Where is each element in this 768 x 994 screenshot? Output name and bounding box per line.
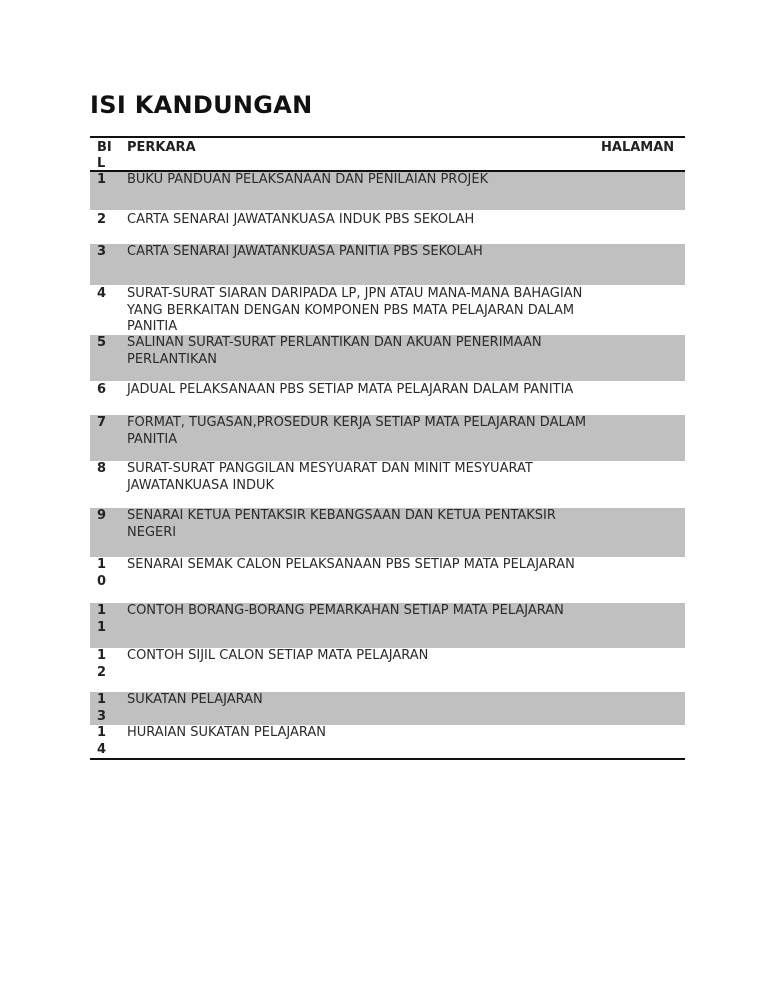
row-page (595, 415, 685, 461)
row-page (595, 461, 685, 508)
row-page (595, 172, 685, 210)
row-page (595, 335, 685, 381)
row-item: SURAT-SURAT PANGGILAN MESYUARAT DAN MINIT MESYUARAT JAWATANKUASA INDUK (127, 461, 533, 493)
table-row (90, 603, 685, 648)
row-item: SENARAI SEMAK CALON PELAKSANAAN PBS SETIAP MATA PELAJARAN (127, 557, 575, 572)
row-number: 13 (97, 692, 107, 724)
row-item: CONTOH BORANG-BORANG PEMARKAHAN SETIAP MATA PELAJARAN (127, 603, 564, 618)
row-number: 9 (97, 508, 107, 523)
row-item: FORMAT, TUGASAN,PROSEDUR KERJA SETIAP MATA PELAJARAN DALAM PANITIA (127, 415, 587, 447)
row-number: 5 (97, 335, 107, 350)
header-number: BIL (97, 140, 112, 171)
row-page (595, 648, 685, 692)
row-number: 6 (97, 382, 107, 397)
row-page (595, 603, 685, 648)
table-row (90, 415, 685, 461)
row-item: SENARAI KETUA PENTAKSIR KEBANGSAAN DAN KETUA PENTAKSIR NEGERI (127, 508, 556, 540)
row-number: 8 (97, 461, 107, 476)
page-title: ISI KANDUNGAN (90, 91, 313, 119)
row-page (595, 508, 685, 557)
table-row (90, 335, 685, 381)
row-number: 3 (97, 244, 107, 259)
table-row (90, 244, 685, 285)
table-row (90, 725, 685, 758)
row-page (595, 286, 685, 335)
table-row (90, 557, 685, 603)
row-item: CARTA SENARAI JAWATANKUASA PANITIA PBS SEKOLAH (127, 244, 483, 259)
row-number: 1 (97, 172, 107, 187)
row-page (595, 382, 685, 415)
row-number: 4 (97, 286, 107, 301)
row-item: CONTOH SIJIL CALON SETIAP MATA PELAJARAN (127, 648, 429, 663)
row-page (595, 725, 685, 758)
row-item: SURAT-SURAT SIARAN DARIPADA LP, JPN ATAU MANA-MANA BAHAGIAN YANG BERKAITAN DENGAN KOMPONEN PBS MATA PELAJARAN DALAM PANITIA (127, 286, 583, 334)
row-item: SALINAN SURAT-SURAT PERLANTIKAN DAN AKUAN PENERIMAAN PERLANTIKAN (127, 335, 542, 367)
row-number: 10 (97, 557, 107, 589)
row-page (595, 692, 685, 725)
row-item: JADUAL PELAKSANAAN PBS SETIAP MATA PELAJARAN DALAM PANITIA (127, 382, 574, 397)
row-number: 11 (97, 603, 107, 635)
row-item: SUKATAN PELAJARAN (127, 692, 263, 707)
table-of-contents (90, 136, 685, 760)
header-page: HALAMAN (601, 140, 675, 155)
table-row (90, 461, 685, 508)
row-page (595, 212, 685, 244)
table-row (90, 692, 685, 725)
row-number: 2 (97, 212, 107, 227)
header-item: PERKARA (127, 140, 196, 155)
row-item: BUKU PANDUAN PELAKSANAAN DAN PENILAIAN PROJEK (127, 172, 489, 187)
table-row (90, 210, 685, 244)
row-item: CARTA SENARAI JAWATANKUASA INDUK PBS SEKOLAH (127, 212, 475, 227)
row-item: HURAIAN SUKATAN PELAJARAN (127, 725, 327, 740)
row-number: 14 (97, 725, 107, 757)
table-row (90, 508, 685, 557)
table-header (90, 138, 685, 172)
table-row (90, 648, 685, 692)
table-row (90, 381, 685, 415)
row-page (595, 557, 685, 603)
row-page (595, 244, 685, 285)
row-number: 12 (97, 648, 107, 680)
table-row (90, 172, 685, 210)
table-row (90, 285, 685, 335)
row-number: 7 (97, 415, 107, 430)
